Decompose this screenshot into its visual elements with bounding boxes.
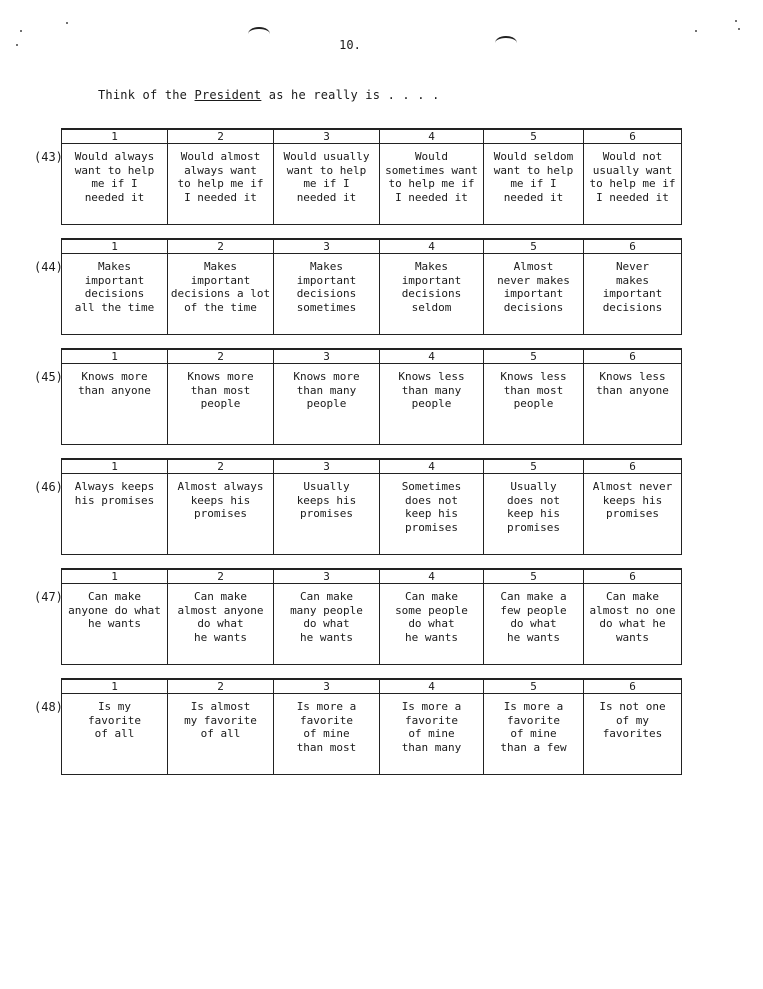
scale-number: 5 xyxy=(484,459,584,474)
scale-number: 2 xyxy=(168,129,274,144)
scale-option-3[interactable]: Knows more than many people xyxy=(274,364,380,445)
scale-option-2[interactable]: Is almost my favorite of all xyxy=(168,694,274,775)
scale-option-6[interactable]: Never makes important decisions xyxy=(584,254,682,335)
instruction-subject: President xyxy=(194,88,262,102)
rating-scale-table xyxy=(61,568,682,665)
scale-option-4[interactable]: Makes important decisions seldom xyxy=(380,254,484,335)
question-number: (48) xyxy=(34,700,63,714)
rating-scale-table xyxy=(61,458,682,555)
scale-option-6[interactable]: Knows less than anyone xyxy=(584,364,682,445)
scale-option-3[interactable]: Makes important decisions sometimes xyxy=(274,254,380,335)
scale-number: 3 xyxy=(274,679,380,694)
scale-number: 1 xyxy=(62,569,168,584)
scale-option-2[interactable]: Makes important decisions a lot of the time xyxy=(168,254,274,335)
scale-option-6[interactable]: Would not usually want to help me if I needed it xyxy=(584,144,682,225)
scale-option-5[interactable]: Knows less than most people xyxy=(484,364,584,445)
scale-option-3[interactable]: Can make many people do what he wants xyxy=(274,584,380,665)
question-number: (43) xyxy=(34,150,63,164)
scale-number: 6 xyxy=(584,239,682,254)
rating-scale-table xyxy=(61,128,682,225)
scale-number: 4 xyxy=(380,459,484,474)
scale-number: 1 xyxy=(62,459,168,474)
scan-speck xyxy=(735,20,737,22)
scan-speck xyxy=(66,22,68,24)
scale-option-2[interactable]: Can make almost anyone do what he wants xyxy=(168,584,274,665)
scale-number: 6 xyxy=(584,569,682,584)
scale-number: 5 xyxy=(484,239,584,254)
scale-option-5[interactable]: Almost never makes important decisions xyxy=(484,254,584,335)
scale-number: 2 xyxy=(168,569,274,584)
scale-number: 5 xyxy=(484,569,584,584)
scale-number: 3 xyxy=(274,129,380,144)
scale-number: 2 xyxy=(168,679,274,694)
scan-speck xyxy=(695,30,697,32)
scale-number: 4 xyxy=(380,239,484,254)
scale-option-1[interactable]: Knows more than anyone xyxy=(62,364,168,445)
scale-number: 6 xyxy=(584,459,682,474)
scale-option-4[interactable]: Can make some people do what he wants xyxy=(380,584,484,665)
instruction-text xyxy=(98,88,440,102)
scale-option-4[interactable]: Sometimes does not keep his promises xyxy=(380,474,484,555)
scale-number: 4 xyxy=(380,129,484,144)
scale-option-5[interactable]: Can make a few people do what he wants xyxy=(484,584,584,665)
scale-number: 4 xyxy=(380,679,484,694)
scale-number: 3 xyxy=(274,349,380,364)
scan-speck xyxy=(738,28,740,30)
instruction-before: Think of the xyxy=(98,88,195,102)
scale-number: 5 xyxy=(484,129,584,144)
scale-option-4[interactable]: Knows less than many people xyxy=(380,364,484,445)
scale-number: 4 xyxy=(380,349,484,364)
scale-option-5[interactable]: Is more a favorite of mine than a few xyxy=(484,694,584,775)
scale-number: 3 xyxy=(274,239,380,254)
scale-option-3[interactable]: Usually keeps his promises xyxy=(274,474,380,555)
scale-option-2[interactable]: Would almost always want to help me if I needed it xyxy=(168,144,274,225)
scale-number: 6 xyxy=(584,129,682,144)
scale-number: 1 xyxy=(62,129,168,144)
rating-scale-table xyxy=(61,348,682,445)
scale-option-5[interactable]: Usually does not keep his promises xyxy=(484,474,584,555)
scale-option-2[interactable]: Almost always keeps his promises xyxy=(168,474,274,555)
question-number: (45) xyxy=(34,370,63,384)
scale-number: 6 xyxy=(584,679,682,694)
scale-option-6[interactable]: Almost never keeps his promises xyxy=(584,474,682,555)
scale-number: 1 xyxy=(62,349,168,364)
scale-number: 2 xyxy=(168,349,274,364)
scale-option-4[interactable]: Is more a favorite of mine than many xyxy=(380,694,484,775)
scale-option-5[interactable]: Would seldom want to help me if I needed it xyxy=(484,144,584,225)
scale-number: 3 xyxy=(274,459,380,474)
question-number: (47) xyxy=(34,590,63,604)
scale-option-6[interactable]: Is not one of my favorites xyxy=(584,694,682,775)
question-number: (44) xyxy=(34,260,63,274)
scale-number: 6 xyxy=(584,349,682,364)
question-number: (46) xyxy=(34,480,63,494)
scale-number: 2 xyxy=(168,459,274,474)
scale-option-1[interactable]: Can make anyone do what he wants xyxy=(62,584,168,665)
scale-option-1[interactable]: Is my favorite of all xyxy=(62,694,168,775)
scale-option-3[interactable]: Would usually want to help me if I needed it xyxy=(274,144,380,225)
scan-speck xyxy=(20,30,22,32)
scale-number: 4 xyxy=(380,569,484,584)
scale-option-6[interactable]: Can make almost no one do what he wants xyxy=(584,584,682,665)
scale-option-2[interactable]: Knows more than most people xyxy=(168,364,274,445)
scale-number: 1 xyxy=(62,239,168,254)
instruction-after: as he really is . . . . xyxy=(261,88,440,102)
scale-option-4[interactable]: Would sometimes want to help me if I needed it xyxy=(380,144,484,225)
scale-number: 3 xyxy=(274,569,380,584)
scale-option-3[interactable]: Is more a favorite of mine than most xyxy=(274,694,380,775)
scale-option-1[interactable]: Would always want to help me if I needed it xyxy=(62,144,168,225)
scale-number: 2 xyxy=(168,239,274,254)
scale-option-1[interactable]: Always keeps his promises xyxy=(62,474,168,555)
scale-number: 5 xyxy=(484,679,584,694)
scale-option-1[interactable]: Makes important decisions all the time xyxy=(62,254,168,335)
rating-scale-table xyxy=(61,238,682,335)
scale-number: 5 xyxy=(484,349,584,364)
rating-scale-table xyxy=(61,678,682,775)
page-number: 10. xyxy=(339,38,361,52)
scale-number: 1 xyxy=(62,679,168,694)
